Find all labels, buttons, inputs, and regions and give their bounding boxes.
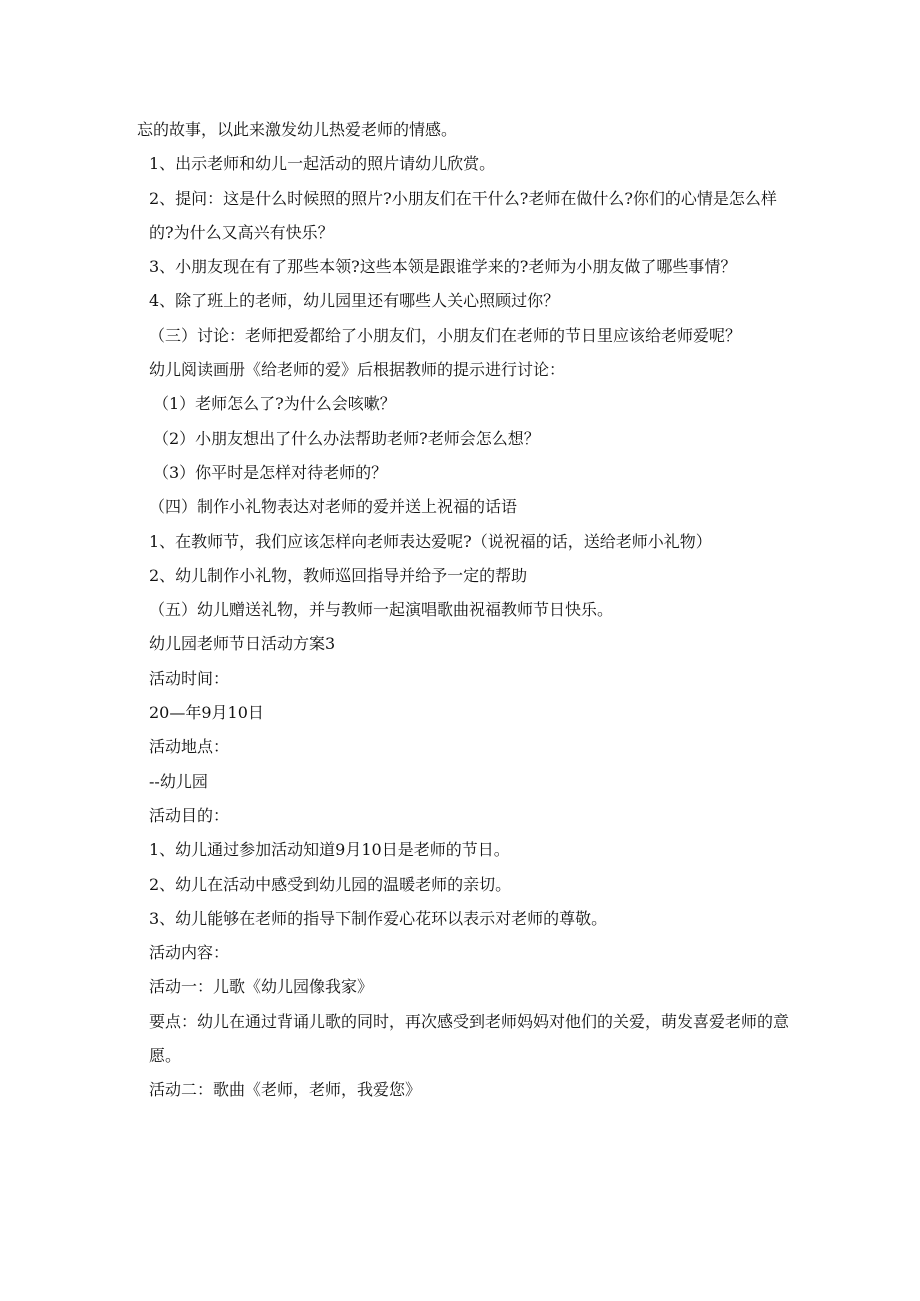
section-heading: 幼儿园老师节日活动方案3 [149,634,336,654]
document-body [137,113,797,1108]
paragraph: 2、幼儿制作小礼物，教师巡回指导并给予一定的帮助 [149,565,528,585]
paragraph: 幼儿阅读画册《给老师的爱》后根据教师的提示进行讨论： [149,360,566,380]
paragraph: 活动二：歌曲《老师，老师，我爱您》 [149,1080,422,1100]
paragraph: （2）小朋友想出了什么办法帮助老师?老师会怎么想？ [153,428,540,448]
paragraph: （四）制作小礼物表达对老师的爱并送上祝福的话语 [149,497,518,517]
paragraph: 忘的故事，以此来激发幼儿热爱老师的情感。 [137,120,458,139]
paragraph: 活动内容： [149,943,230,963]
paragraph: 4、除了班上的老师，幼儿园里还有哪些人关心照顾过你？ [149,291,560,311]
paragraph: （3）你平时是怎样对待老师的？ [153,462,388,482]
paragraph: 2、幼儿在活动中感受到幼儿园的温暖老师的亲切。 [149,874,512,894]
paragraph: 1、出示老师和幼儿一起活动的照片请幼儿欣赏。 [149,154,496,174]
paragraph: 1、幼儿通过参加活动知道9月10日是老师的节日。 [149,840,510,860]
paragraph: --幼儿园 [149,771,208,791]
paragraph: 3、幼儿能够在老师的指导下制作爱心花环以表示对老师的尊敬。 [149,908,608,928]
paragraph: （五）幼儿赠送礼物，并与教师一起演唱歌曲祝福教师节日快乐。 [149,600,614,620]
paragraph: 活动目的： [149,805,230,825]
paragraph: （1）老师怎么了?为什么会咳嗽？ [153,394,396,414]
paragraph: 活动时间： [149,668,230,688]
paragraph: 20—年9月10日 [149,703,264,723]
paragraph: 3、小朋友现在有了那些本领?这些本领是跟谁学来的?老师为小朋友做了哪些事情？ [149,257,737,277]
paragraph: 活动一：儿歌《幼儿园像我家》 [149,977,374,997]
paragraph: 活动地点： [149,737,230,757]
paragraph: 要点：幼儿在通过背诵儿歌的同时，再次感受到老师妈妈对他们的关爱，萌发喜爱老师的意愿。 [149,1011,790,1066]
paragraph: （三）讨论：老师把爱都给了小朋友们，小朋友们在老师的节日里应该给老师爱呢？ [149,325,742,345]
paragraph: 1、在教师节，我们应该怎样向老师表达爱呢?（说祝福的话，送给老师小礼物） [149,531,712,551]
paragraph: 2、提问：这是什么时候照的照片?小朋友们在干什么?老师在做什么?你们的心情是怎么样的?为什么又高兴有快乐？ [149,188,777,242]
